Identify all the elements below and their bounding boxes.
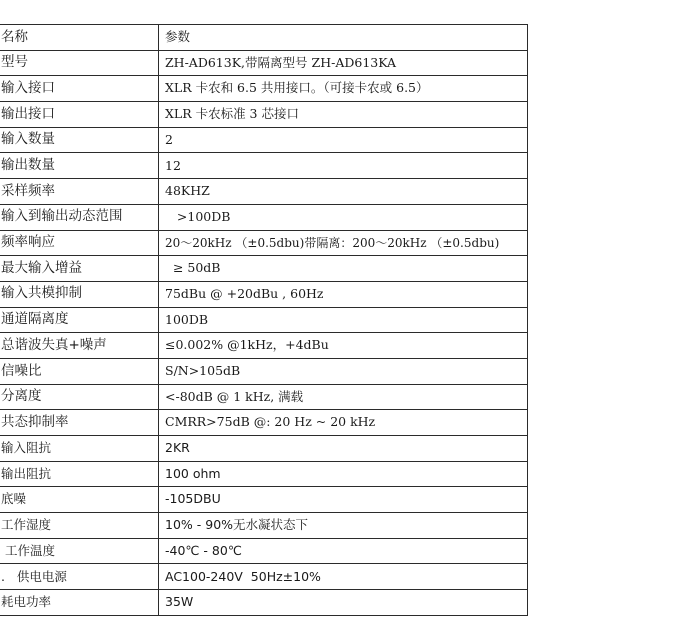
table-row [0, 384, 528, 410]
table-row [0, 333, 528, 359]
param-name: 频率响应 [0, 230, 159, 256]
param-name: 输入到输出动态范围 [0, 204, 159, 230]
table-row [0, 50, 528, 76]
param-value: -40℃ - 80℃ [159, 538, 528, 564]
param-name: 输入阻抗 [0, 436, 159, 462]
param-value: 12 [159, 153, 528, 179]
param-value: ≤0.002% @1kHz，+4dBu [159, 333, 528, 359]
table-row [0, 487, 528, 513]
table-row [0, 538, 528, 564]
header-value-cell: 参数 [159, 25, 528, 51]
param-value: 2 [159, 127, 528, 153]
header-name-cell: 名称 [0, 25, 159, 51]
table-row [0, 436, 528, 462]
param-name: . 供电电源 [0, 564, 159, 590]
table-row [0, 513, 528, 539]
param-value: XLR 卡农和 6.5 共用接口。（可接卡农或 6.5） [159, 76, 528, 102]
param-name: 输出数量 [0, 153, 159, 179]
param-value: 10% - 90%无水凝状态下 [159, 513, 528, 539]
param-value: AC100-240V 50Hz±10% [159, 564, 528, 590]
table-row [0, 127, 528, 153]
table-row [0, 76, 528, 102]
table-row [0, 410, 528, 436]
table-row [0, 358, 528, 384]
table-row [0, 179, 528, 205]
param-name: 输入数量 [0, 127, 159, 153]
param-value: 20～20kHz （±0.5dbu)带隔离：200～20kHz （±0.5dbu) [159, 230, 528, 256]
param-name: 输出阻抗 [0, 461, 159, 487]
param-name: 输出接口 [0, 102, 159, 128]
param-name: 信噪比 [0, 358, 159, 384]
param-name: 最大输入增益 [0, 256, 159, 282]
param-value: 100DB [159, 307, 528, 333]
table-row [0, 256, 528, 282]
table-row [0, 102, 528, 128]
param-value: >100DB [159, 204, 528, 230]
param-name: 输入接口 [0, 76, 159, 102]
param-value: S/N>105dB [159, 358, 528, 384]
param-value: 48KHZ [159, 179, 528, 205]
table-row [0, 153, 528, 179]
table-row [0, 461, 528, 487]
param-name: 分离度 [0, 384, 159, 410]
param-name: 工作湿度 [0, 513, 159, 539]
spec-table [0, 24, 528, 616]
table-row [0, 590, 528, 616]
param-name: 总谐波失真+噪声 [0, 333, 159, 359]
table-row [0, 307, 528, 333]
param-name: 共态抑制率 [0, 410, 159, 436]
param-value: ZH-AD613K,带隔离型号 ZH-AD613KA [159, 50, 528, 76]
spec-table-body [0, 25, 528, 616]
param-value: XLR 卡农标准 3 芯接口 [159, 102, 528, 128]
table-row [0, 281, 528, 307]
param-name: 底噪 [0, 487, 159, 513]
param-name: 输入共模抑制 [0, 281, 159, 307]
param-value: ≥ 50dB [159, 256, 528, 282]
param-value: -105DBU [159, 487, 528, 513]
param-value: 2KR [159, 436, 528, 462]
param-name: 通道隔离度 [0, 307, 159, 333]
param-value: 35W [159, 590, 528, 616]
param-name: 型号 [0, 50, 159, 76]
param-value: <-80dB @ 1 kHz, 满载 [159, 384, 528, 410]
param-name: 采样频率 [0, 179, 159, 205]
param-name: 耗电功率 [0, 590, 159, 616]
param-name: 工作温度 [0, 538, 159, 564]
table-header-row [0, 25, 528, 51]
table-row [0, 564, 528, 590]
table-row [0, 230, 528, 256]
table-row [0, 204, 528, 230]
param-value: CMRR>75dB @: 20 Hz ~ 20 kHz [159, 410, 528, 436]
param-value: 75dBu @ +20dBu , 60Hz [159, 281, 528, 307]
param-value: 100 ohm [159, 461, 528, 487]
